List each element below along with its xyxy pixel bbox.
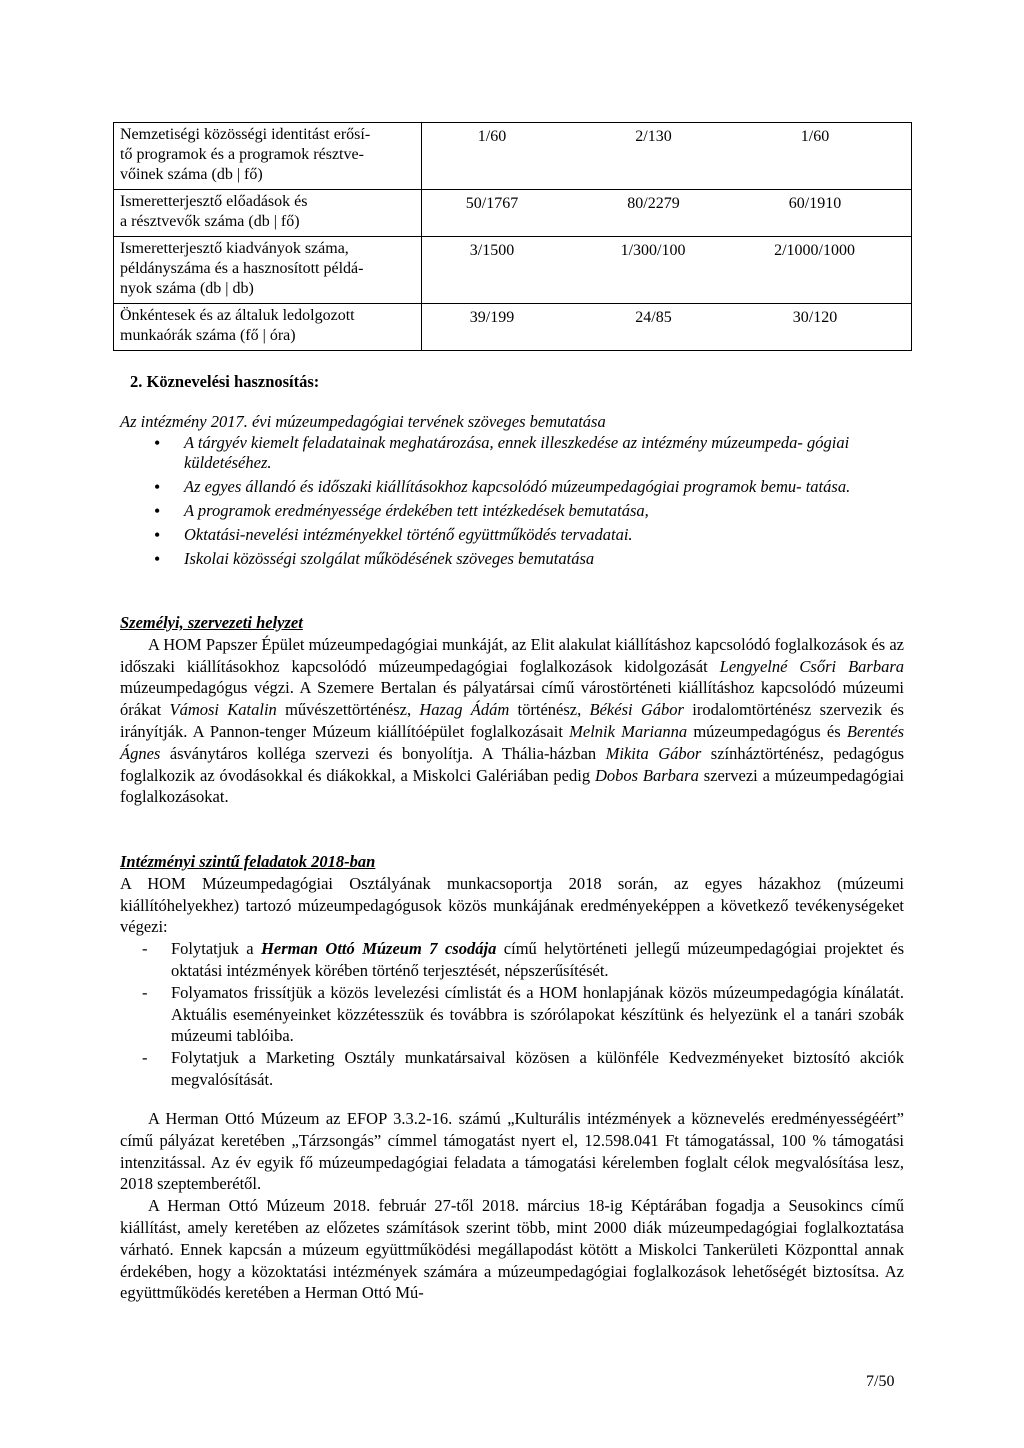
list-item: • Az egyes állandó és időszaki kiállításokhoz kapcsolódó múzeumpedagógiai programok bemu- tatása. bbox=[118, 477, 908, 497]
list-item: • A programok eredményessége érdekében tett intézkedések bemutatása, bbox=[118, 501, 908, 521]
text-run: művészettörténész, bbox=[276, 700, 420, 720]
row-label-line: munkaórák száma (fő | óra) bbox=[120, 327, 296, 344]
tasks-heading: Intézményi szintű feladatok 2018-ban bbox=[120, 852, 376, 871]
table-cell: 30/120 bbox=[792, 309, 838, 326]
person-name: Mikita Gábor bbox=[605, 743, 702, 763]
table-cell: 60/1910 bbox=[788, 195, 842, 212]
table-cell: 39/199 bbox=[469, 309, 515, 326]
table-cell: 1/60 bbox=[800, 128, 830, 145]
row-label-line: Önkéntesek és az általuk ledolgozott bbox=[120, 307, 355, 324]
text-run: múzeumpedagógus és bbox=[687, 721, 847, 741]
tasks-list bbox=[120, 938, 904, 1091]
text-run: A HOM Papszer Épület múzeumpedagógiai munkáját, az Elit alakulat kiállításhoz kapcsolódó foglalkozások és az időszaki kiállításokhoz kapcsolódó múzeumpedagógiai foglalkozások kidolgozását bbox=[120, 634, 904, 676]
row-label-line: a résztvevők száma (db | fő) bbox=[120, 213, 300, 230]
row-label bbox=[114, 123, 422, 190]
text-run: irodalomtörténész szervezik és irányítják. A Pannon-tenger Múzeum kiállítóépület foglalkozásait bbox=[120, 700, 904, 741]
list-item: • Oktatási-nevelési intézményekkel történő együttműködés tervadatai. bbox=[118, 525, 908, 545]
personal-section bbox=[120, 612, 904, 808]
row-values bbox=[422, 190, 912, 237]
personal-paragraph bbox=[120, 634, 904, 808]
person-name: Melnik Marianna bbox=[569, 721, 688, 741]
efop-section bbox=[120, 1108, 904, 1304]
person-name: Hazag Ádám bbox=[419, 700, 510, 720]
row-label-line: Ismeretterjesztő előadások és bbox=[120, 193, 308, 210]
person-name: Békési Gábor bbox=[589, 700, 684, 720]
table-cell: 1/300/100 bbox=[620, 242, 686, 259]
row-label-line: vőinek száma (db | fő) bbox=[120, 166, 263, 183]
list-item: • Iskolai közösségi szolgálat működésének szöveges bemutatása bbox=[118, 549, 908, 569]
text-run: ásványtáros kolléga szervezi és bonyolítja. A Thália-házban bbox=[160, 743, 606, 763]
table-cell: 2/1000/1000 bbox=[774, 242, 855, 259]
table-row bbox=[114, 237, 912, 304]
table-cell: 80/2279 bbox=[627, 195, 680, 212]
page-number: 7/50 bbox=[866, 1373, 895, 1390]
text-run: történész, bbox=[509, 700, 590, 720]
row-values bbox=[422, 304, 912, 351]
list-item: - Folytatjuk a Marketing Osztály munkatársaival közösen a különféle Kedvezményeket biztosító akciók megvalósítását. bbox=[120, 1047, 904, 1091]
list-item: - Folytatjuk a Herman Ottó Múzeum 7 csodája című helytörténeti jellegű múzeumpedagógiai projektet és oktatási intézmények körében történő terjesztését, népszerűsítését. bbox=[120, 938, 904, 982]
person-name: Vámosi Katalin bbox=[169, 700, 277, 720]
person-name: Berentés Ágnes bbox=[120, 721, 904, 763]
list-item: - Folyamatos frissítjük a közös levelezési címlistát és a HOM honlapjának közös múzeumpedagógia kínálatát. Aktuális eseményeinket közzétesszük és továbbra is szórólapokat készítünk és helyezünk el a tanári szobák múzeumi tablóiba. bbox=[120, 982, 904, 1047]
table-row bbox=[114, 304, 912, 351]
row-values bbox=[422, 123, 912, 190]
row-label-line: Nemzetiségi közösségi identitást erősí- bbox=[120, 126, 371, 143]
text-run: színháztörténész, pedagógus foglalkozik az óvodásokkal és diákokkal, a Miskolci Galériában pedig bbox=[120, 743, 904, 785]
row-values bbox=[422, 237, 912, 304]
text-run: szervezi a múzeumpedagógiai foglalkozásokat. bbox=[120, 765, 904, 807]
section-intro: Az intézmény 2017. évi múzeumpedagógiai tervének szöveges bemutatása bbox=[120, 412, 606, 431]
person-name: Dobos Barbara bbox=[594, 765, 699, 785]
personal-heading: Személyi, szervezeti helyzet bbox=[120, 613, 303, 632]
table-cell: 50/1767 bbox=[465, 195, 519, 212]
row-label bbox=[114, 190, 422, 237]
text-run: múzeumpedagógus végzi. A Szemere Bertalan és pályatársai című várostörténeti kiállításhoz kapcsolódó múzeumi órákat bbox=[120, 678, 904, 720]
table-cell: 1/60 bbox=[477, 128, 507, 145]
row-label bbox=[114, 237, 422, 304]
efop-paragraph-2: A Herman Ottó Múzeum 2018. február 27-től 2018. március 18-ig Képtárában fogadja a Seusokincs című kiállítást, amely keretében az előzetes számítások szerint több, mint 2000 diák múzeumpedagógiai foglalkoztatása várható. Ennek kapcsán a múzeum együttműködési megállapodást kötött a Miskolci Tankerületi Központtal annak érdekében, hogy a közoktatási intézmények számára a múzeumpedagógiai foglalkozások lehetőségét biztosítsa. Az együttműködés keretében a Herman Ottó Mú- bbox=[120, 1196, 904, 1303]
table-cell: 24/85 bbox=[635, 309, 672, 326]
statistics-table bbox=[113, 122, 912, 351]
table-cell: 2/130 bbox=[635, 128, 672, 145]
section-heading: 2. Köznevelési hasznosítás: bbox=[130, 372, 320, 391]
efop-paragraph-1: A Herman Ottó Múzeum az EFOP 3.3.2-16. számú „Kulturális intézmények a köznevelés eredményességéért” című pályázat keretében „Tárzsongás” címmel támogatást nyert el, 12.598.041 Ft támogatással, 100 % támogatási intenzitással. Az év egyik fő múzeumpedagógiai feladata a támogatási kérelemben foglalt célok megvalósítása lesz, 2018 szeptemberétől. bbox=[120, 1109, 904, 1194]
row-label bbox=[114, 304, 422, 351]
person-name: Lengyelné Csőri Barbara bbox=[719, 656, 904, 676]
list-item: • A tárgyév kiemelt feladatainak meghatározása, ennek illeszkedése az intézmény múzeumpeda- gógiai küldetéséhez. bbox=[118, 433, 908, 473]
table-cell: 3/1500 bbox=[469, 242, 515, 259]
row-label-line: Ismeretterjesztő kiadványok száma, bbox=[120, 240, 349, 257]
row-label-line: tő programok és a programok résztve- bbox=[120, 146, 364, 163]
tasks-intro: A HOM Múzeumpedagógiai Osztályának munkacsoportja 2018 során, az egyes házakhoz (múzeumi kiállítóhelyekhez) tartozó múzeumpedagógusok közös munkájának eredményeképpen a következő tevékenységeket végezi: bbox=[120, 873, 904, 937]
row-label-line: nyok száma (db | db) bbox=[120, 280, 254, 297]
tasks-section bbox=[120, 851, 904, 1091]
bullet-list bbox=[118, 433, 908, 573]
table-row bbox=[114, 123, 912, 190]
table-row bbox=[114, 190, 912, 237]
row-label-line: példányszáma és a hasznosított példá- bbox=[120, 260, 364, 277]
